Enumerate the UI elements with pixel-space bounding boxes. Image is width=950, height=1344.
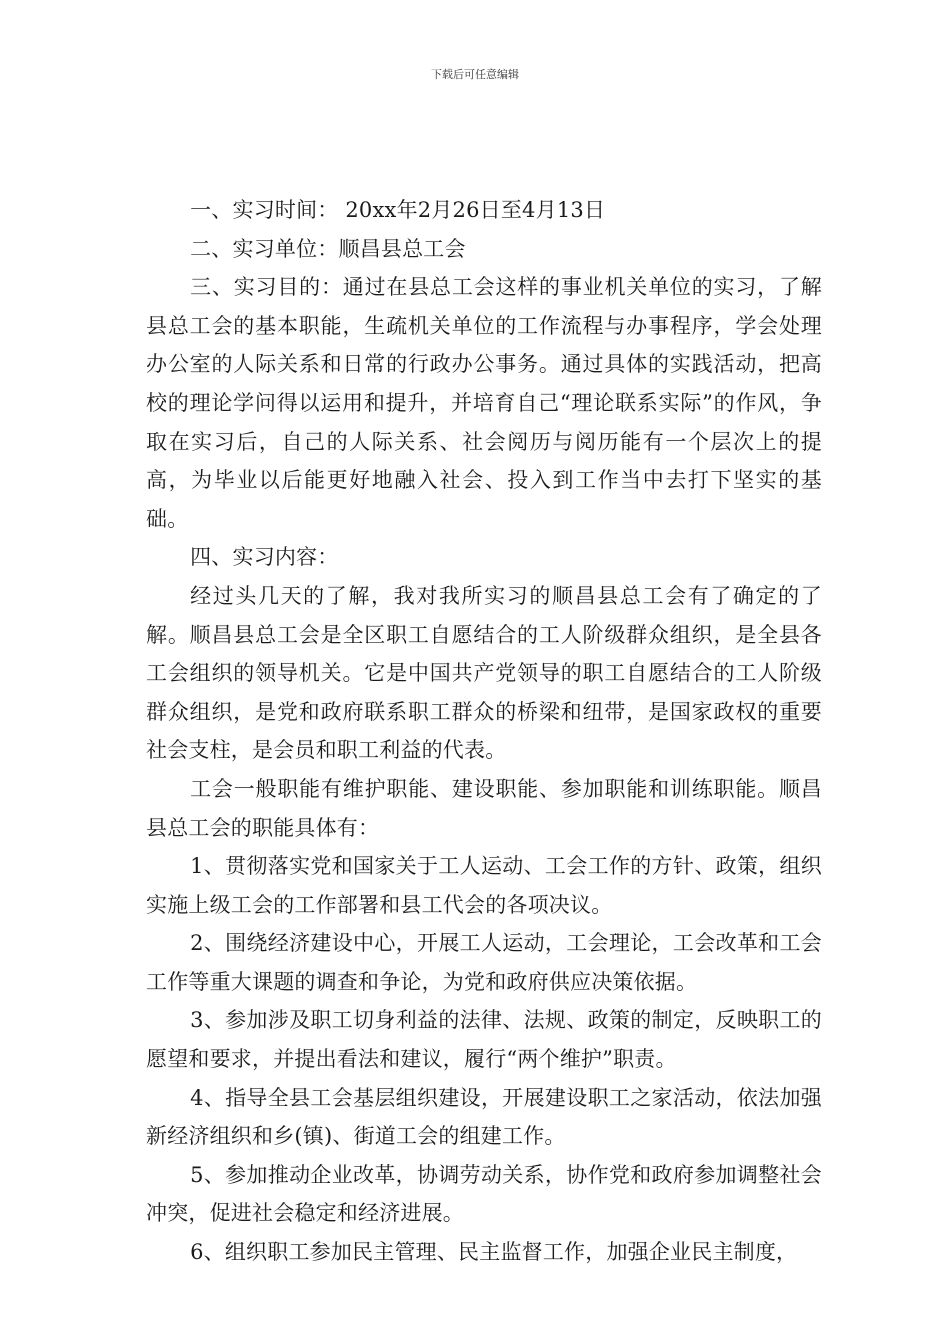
list-item-function-5: 5、参加推动企业改革，协调劳动关系，协作党和政府参加调整社会冲突，促进社会稳定和经济进展。 [146,1162,822,1226]
paragraph-internship-purpose: 三、实习目的：通过在县总工会这样的事业机关单位的实习，了解县总工会的基本职能，生疏机关单位的工作流程与办事程序，学会处理办公室的人际关系和日常的行政办公事务。通过具体的实践活动，把高校的理论学问得以运用和提升，并培育自己“理论联系实际”的作风，争取在实习后，自己的人际关系、社会阅历与阅历能有一个层次上的提高，为毕业以后能更好地融入社会、投入到工作当中去打下坚实的基础。 [146,275,822,531]
paragraph-internship-unit: 二、实习单位：顺昌县总工会 [190,236,466,261]
list-item-function-3: 3、参加涉及职工切身利益的法律、法规、政策的制定，反映职工的愿望和要求，并提出看法和建议，履行“两个维护”职责。 [146,1008,822,1072]
paragraph-internship-content-heading: 四、实习内容： [190,545,339,570]
list-item-function-4: 4、指导全县工会基层组织建设，开展建设职工之家活动，依法加强新经济组织和乡(镇)、街道工会的组建工作。 [146,1085,822,1149]
page-header-note: 下载后可任意编辑 [431,68,519,81]
list-item-function-1: 1、贯彻落实党和国家关于工人运动、工会工作的方针、政策，组织实施上级工会的工作部署和县工代会的各项决议。 [146,854,822,917]
paragraph-union-overview: 经过头几天的了解，我对我所实习的顺昌县总工会有了确定的了解。顺昌县总工会是全区职工自愿结合的工人阶级群众组织，是全县各工会组织的领导机关。它是中国共产党领导的职工自愿结合的工人阶级群众组织，是党和政府联系职工群众的桥梁和纽带，是国家政权的重要社会支柱，是会员和职工利益的代表。 [146,583,822,763]
paragraph-union-functions-intro: 工会一般职能有维护职能、建设职能、参加职能和训练职能。顺昌县总工会的职能具体有： [146,776,822,840]
list-item-function-2: 2、围绕经济建设中心，开展工人运动，工会理论，工会改革和工会工作等重大课题的调查和争论，为党和政府供应决策依据。 [146,931,822,994]
document-body [146,191,822,1272]
paragraph-internship-time: 一、实习时间： 20xx年2月26日至4月13日 [190,198,606,222]
list-item-function-6: 6、组织职工参加民主管理、民主监督工作，加强企业民主制度， [190,1240,798,1265]
